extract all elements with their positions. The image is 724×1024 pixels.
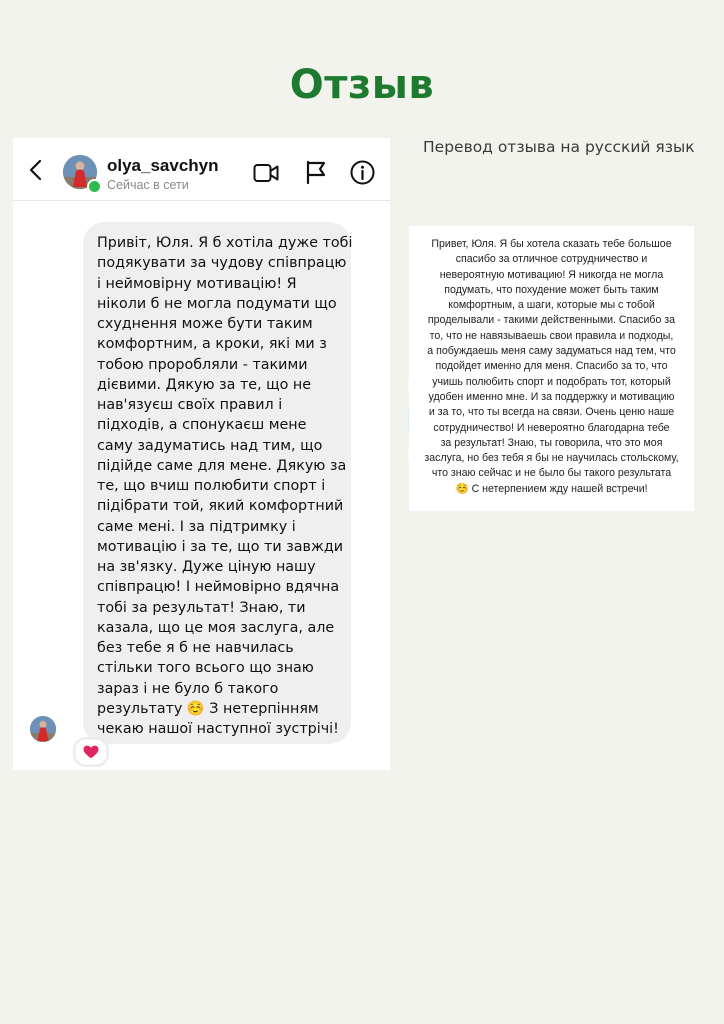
message-line: тобою проробляли - такими [97, 356, 308, 373]
message-line: мотивацію і за те, що ти завжди [97, 538, 344, 555]
message-line: те, що вчиш полюбити спорт і [97, 478, 326, 494]
page-title: Отзыв [289, 62, 435, 108]
translation-line: и за то, что ты всегда на связи. Очень ценю наше [428, 406, 675, 419]
heart-icon [83, 745, 99, 759]
message-line: результату ☺️ З нетерпінням [97, 700, 319, 717]
translation-line: проделывали - такими действенными. Спасибо за [427, 314, 676, 327]
flag-icon[interactable] [305, 160, 327, 184]
message-line: саму задуматись над тим, що [97, 437, 323, 454]
message-line: підійде саме для мене. Дякую за [97, 457, 347, 474]
translation-line: удобен именно мне. И за поддержку и мотивацию [428, 390, 675, 403]
message-line: зараз і не було б такого [97, 680, 279, 697]
avatar-photo-icon [30, 716, 56, 742]
translation-heading: Перевод отзыва на русский язык [423, 138, 695, 156]
translation-line: спасибо за отличное сотрудничество и [455, 253, 648, 266]
online-status-text: Сейчас в сети [107, 178, 189, 192]
message-line: нав'язуєш своїх правил і [97, 397, 283, 413]
translation-line: что знаю сейчас и не было бы такого результата [431, 467, 672, 480]
message-line: схуднення може бути таким [97, 316, 313, 332]
translation-line: комфортным, а шаги, которые мы с тобой [448, 299, 655, 312]
message-line: і неймовірну мотивацію! Я [97, 275, 297, 292]
translation-line: невероятную мотивацию! Я никогда не могла [439, 268, 664, 281]
message-line: без тебе я б не навчилась [97, 640, 294, 656]
translation-line: учишь полюбить спорт и подобрать тот, который [432, 375, 671, 388]
translation-line: Привет, Юля. Я бы хотела сказать тебе большое [431, 238, 672, 250]
translation-line: ☺️ С нетерпением жду нашей встречи! [455, 482, 648, 495]
translation-line: за результат! Знаю, ты говорила, что это моя [440, 436, 663, 449]
online-status-dot [87, 179, 102, 194]
message-bubble[interactable] [83, 222, 351, 744]
message-line: на зв'язку. Дуже ціную нашу [97, 559, 316, 575]
message-line: дієвими. Дякую за те, що не [97, 376, 312, 393]
message-line: чекаю нашої наступної зустрічі! [97, 721, 339, 737]
message-line: комфортним, а кроки, які ми з [97, 336, 327, 353]
chat-screenshot [13, 138, 390, 770]
translation-line: то, что не навязываешь свои правила и подходы, [429, 329, 674, 342]
message-line: Привіт, Юля. Я б хотіла дуже тобі [97, 235, 353, 251]
message-reaction[interactable] [74, 738, 108, 766]
message-line: підходів, а спонукаєш мене [97, 417, 307, 434]
video-call-icon[interactable] [253, 162, 279, 184]
message-line: подякувати за чудову співпрацю [97, 255, 347, 272]
chat-header [13, 138, 390, 201]
sender-avatar[interactable] [30, 716, 56, 742]
message-line: підібрати той, який комфортний [97, 498, 344, 515]
info-icon[interactable] [350, 160, 375, 185]
translation-line: заслуга, но без тебя я бы не научилась стольскому, [424, 452, 679, 465]
back-chevron-icon[interactable] [27, 159, 45, 181]
message-line: стільки того всього що знаю [97, 660, 314, 677]
translation-line: подумать, что похудение может быть таким [444, 283, 659, 296]
translation-line: сотрудничество! И невероятно благодарна тебе [433, 421, 670, 434]
message-line: тобі за результат! Знаю, ти [97, 599, 306, 616]
chat-username[interactable]: olya_savchyn [107, 156, 219, 175]
message-line: ніколи б не могла подумати що [97, 295, 337, 312]
message-line: співпрацю! І неймовірно вдячна [97, 579, 340, 596]
message-line: казала, що це моя заслуга, але [97, 619, 335, 636]
translation-line: подойдет именно для меня. Спасибо за то, что [435, 360, 668, 373]
translation-card [409, 226, 694, 511]
translation-line: а побуждаешь меня саму задуматься над тем, что [427, 345, 676, 358]
message-line: саме мені. І за підтримку і [97, 518, 296, 535]
